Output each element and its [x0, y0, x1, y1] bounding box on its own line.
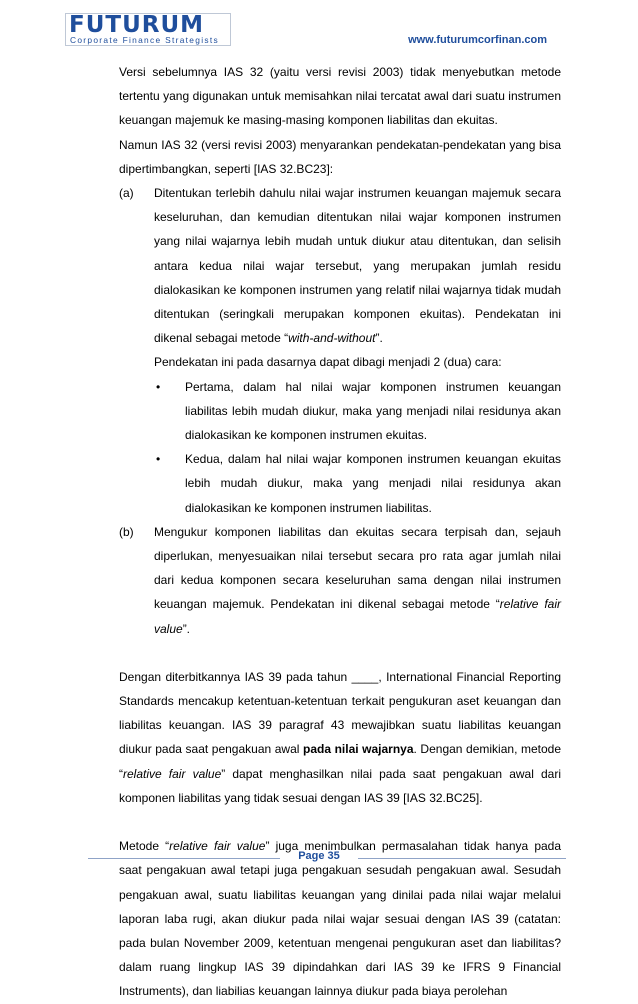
list-marker-b: (b)	[119, 524, 134, 539]
paragraph-ias39-end: ” dapat menghasilkan nilai pada saat pengakuan awal dari komponen liabilitas yang tidak sesuai dengan IAS 39 [IAS 32.BC25].	[119, 766, 561, 805]
page-number: Page 35	[298, 850, 340, 862]
list-item-b-end: ”.	[182, 621, 191, 636]
paragraph-rfv-term: relative fair value	[169, 839, 266, 854]
paragraph-ias39	[119, 665, 561, 810]
list-item-b	[119, 520, 561, 641]
list-item-b-text: Mengukur komponen liabilitas dan ekuitas secara terpisah dan, sejauh diperlukan, menyesuaikan nilai tersebut secara pro rata agar jumlah nilai dari kedua komponen secara keseluruhan sama dengan nilai instrumen keuangan majemuk. Pendekatan ini dikenal sebagai metode “	[154, 524, 561, 612]
paragraph-ias39-bold: pada nilai wajarnya	[303, 742, 414, 757]
intro-paragraph-2: Namun IAS 32 (versi revisi 2003) menyarankan pendekatan-pendekatan yang bisa dipertimbangkan, seperti [IAS 32.BC23]:	[119, 137, 561, 176]
paragraph-ias39-term: relative fair value	[123, 766, 222, 781]
list-item-a-term: with-and-without	[288, 331, 376, 346]
bullet-item-2-text: Kedua, dalam hal nilai wajar komponen instrumen keuangan ekuitas lebih mudah diukur, maka yang menjadi nilai residunya akan dialokasikan ke komponen instrumen liabilitas.	[185, 452, 561, 515]
paragraph-rfv-start: Metode “	[119, 839, 170, 854]
paragraph-ias39-middle: . Dengan demikian, metode “	[119, 742, 561, 781]
bullet-item-1	[119, 375, 561, 448]
paragraph-spacer	[119, 810, 561, 834]
paragraph-spacer	[119, 641, 561, 665]
paragraph-ias39-text: Dengan diterbitkannya IAS 39 pada tahun ____, International Financial Reporting Standards mencakup ketentuan-ketentuan terkait pengukuran aset keuangan dan liabilitas keuangan. IAS 39 paragraf 43 mewajibkan suatu liabilitas keuangan diukur pada saat pengakuan awal	[119, 669, 561, 757]
bullet-item-2	[119, 447, 561, 520]
bullet-icon: •	[156, 379, 161, 394]
bullet-item-1-text: Pertama, dalam hal nilai wajar komponen instrumen keuangan liabilitas lebih mudah diukur, maka yang menjadi nilai residunya akan dialokasikan ke komponen instrumen ekuitas.	[185, 379, 561, 443]
paragraph-rfv-text: ” juga menimbulkan permasalahan tidak hanya pada saat pengakuan awal tetapi juga pengakuan sesudah pengakuan awal. Sesudah pengakuan awal, suatu liabilitas keuangan yang dinilai pada nilai wajar melalui laporan laba rugi, akan diukur pada nilai wajar sesuai dengan IAS 39 (catatan: pada bulan November 2009, ketentuan mengenai pengukuran aset dan liabilitas? dalam ruang lingkup IAS 39 dipindahkan dari IAS 39 ke IFRS 9 Financial Instruments), dan liabilias keuangan lainnya diukur pada biaya perolehan	[119, 839, 562, 999]
website-link[interactable]: www.futurumcorfinan.com	[408, 34, 547, 46]
list-item-a-end: ”.	[375, 331, 383, 346]
list-marker-a: (a)	[119, 186, 134, 201]
list-item-b-term: relative fair value	[154, 597, 561, 636]
company-logo	[65, 13, 231, 46]
logo-tagline: Corporate Finance Strategists	[70, 35, 219, 45]
approach-intro: Pendekatan ini pada dasarnya dapat dibagi menjadi 2 (dua) cara:	[154, 355, 502, 370]
list-item-a	[119, 181, 561, 350]
intro-paragraph-1: Versi sebelumnya IAS 32 (yaitu versi revisi 2003) tidak menyebutkan metode tertentu yang digunakan untuk memisahkan nilai tercatat awal dari suatu instrumen keuangan majemuk ke masing-masing komponen liabilitas dan ekuitas.	[119, 65, 561, 128]
bullet-icon: •	[156, 452, 161, 467]
list-item-a-text: Ditentukan terlebih dahulu nilai wajar instrumen keuangan majemuk secara keseluruhan, dan kemudian ditentukan nilai wajar komponen instrumen yang nilai wajarnya lebih mudah untuk diukur atau ditentukan, dan selisih antara kedua nilai wajar tersebut, yang merupakan jumlah residu dialokasikan ke komponen instrumen yang relatif nilai wajarnya tidak mudah ditentukan (seringkali merupakan komponen ekuitas). Pendekatan ini dikenal sebagai metode “	[154, 186, 561, 346]
logo-wordmark: FUTURUM	[69, 12, 205, 38]
